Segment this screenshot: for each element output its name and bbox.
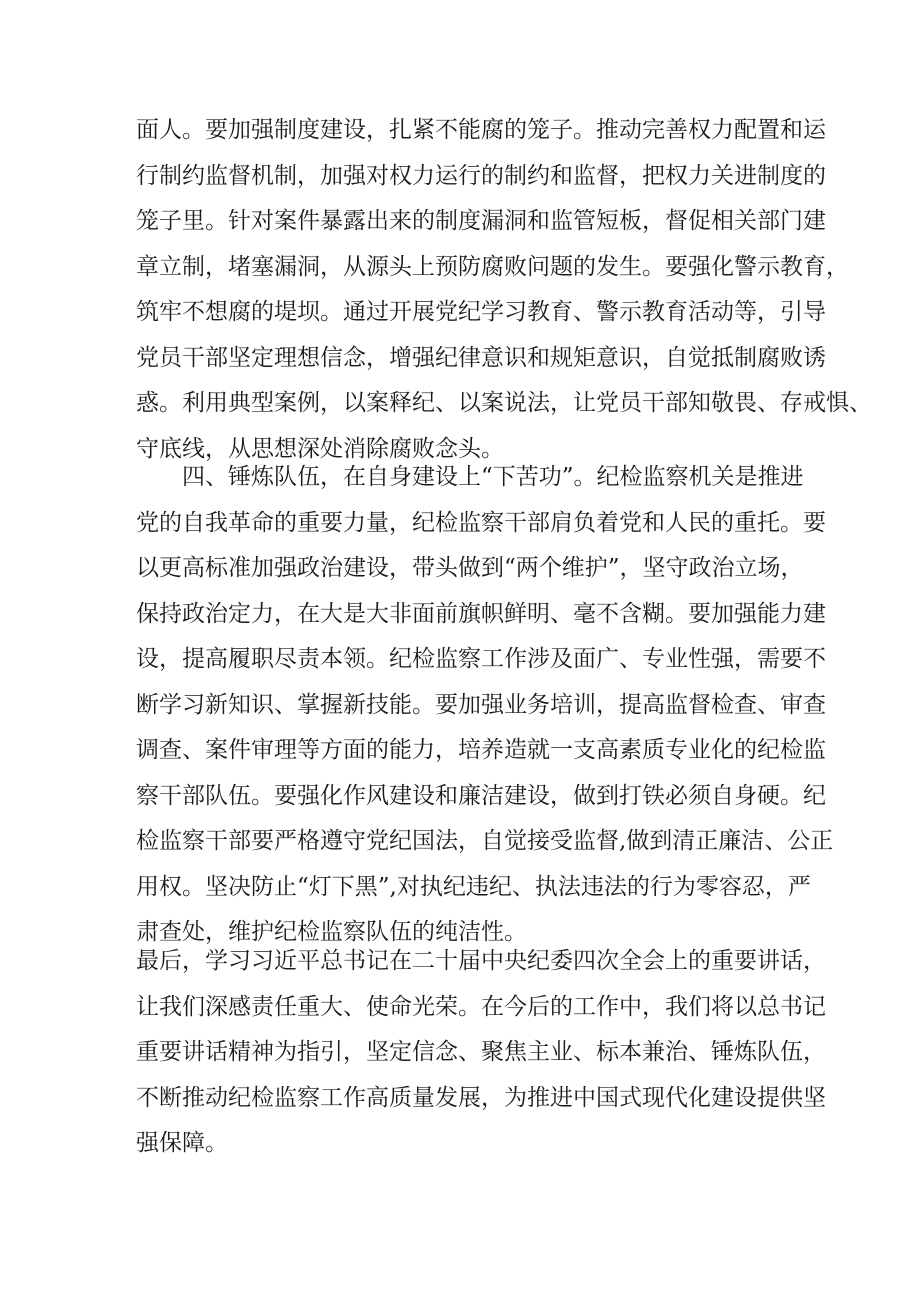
text-line: 面人。要加强制度建设，扎紧不能腐的笼子。推动完善权力配置和运 <box>136 117 826 143</box>
text-line: 调查、案件审理等方面的能力，培养造就一支高素质专业化的纪检监 <box>136 737 826 763</box>
text-line: 党员干部坚定理想信念，增强纪律意识和规矩意识，自觉抵制腐败诱 <box>136 344 826 371</box>
text-line: 守底线，从思想深处消除腐败念头。 <box>136 435 504 462</box>
text-line: 笼子里。针对案件暴露出来的制度漏洞和监管短板，督促相关部门建 <box>136 208 826 234</box>
paragraph-discipline <box>136 108 872 472</box>
text-line: 用权。坚决防止“灯下黑”,对执纪违纪、执法违法的行为零容忍，严 <box>136 873 811 900</box>
paragraph-conclusion <box>136 939 826 1167</box>
paragraph-team-building <box>136 455 834 956</box>
text-line: 察干部队伍。要强化作风建设和廉洁建设，做到打铁必须自身硬。纪 <box>136 782 826 809</box>
text-line: 章立制，堵塞漏洞，从源头上预防腐败问题的发生。要强化警示教育， <box>136 253 849 280</box>
text-line: 以更高标准加强政治建设，带头做到“两个维护”，坚守政治立场， <box>136 555 804 581</box>
text-line: 党的自我革命的重要力量，纪检监察干部肩负着党和人民的重托。要 <box>136 509 826 536</box>
text-line: 筑牢不想腐的堤坝。通过开展党纪学习教育、警示教育活动等，引导 <box>136 299 826 325</box>
text-line: 重要讲话精神为指引，坚定信念、聚焦主业、标本兼治、锤炼队伍， <box>136 1039 826 1065</box>
text-line: 最后，学习习近平总书记在二十届中央纪委四次全会上的重要讲话， <box>136 948 826 974</box>
text-line: 保持政治定力，在大是大非面前旗帜鲜明、毫不含糊。要加强能力建 <box>136 600 826 627</box>
text-line: 行制约监督机制，加强对权力运行的制约和监督，把权力关进制度的 <box>136 162 826 189</box>
text-line: 设，提高履职尽责本领。纪检监察工作涉及面广、专业性强，需要不 <box>136 646 826 672</box>
text-line: 断学习新知识、掌握新技能。要加强业务培训，提高监督检查、审查 <box>136 691 826 718</box>
text-line: 惑。利用典型案例，以案释纪、以案说法，让党员干部知敬畏、存戒惧、 <box>136 390 872 416</box>
text-line: 强保障。 <box>136 1130 228 1156</box>
text-line: 让我们深感责任重大、使命光荣。在今后的工作中，我们将以总书记 <box>136 993 826 1020</box>
text-line: 检监察干部要严格遵守党纪国法，自觉接受监督,做到清正廉洁、公正 <box>136 828 834 854</box>
text-line: 不断推动纪检监察工作高质量发展，为推进中国式现代化建设提供坚 <box>136 1084 826 1111</box>
text-line: 肃查处，维护纪检监察队伍的纯洁性。 <box>136 919 527 945</box>
section-heading-line: 四、锤炼队伍，在自身建设上“下苦功”。纪检监察机关是推进 <box>182 464 804 490</box>
